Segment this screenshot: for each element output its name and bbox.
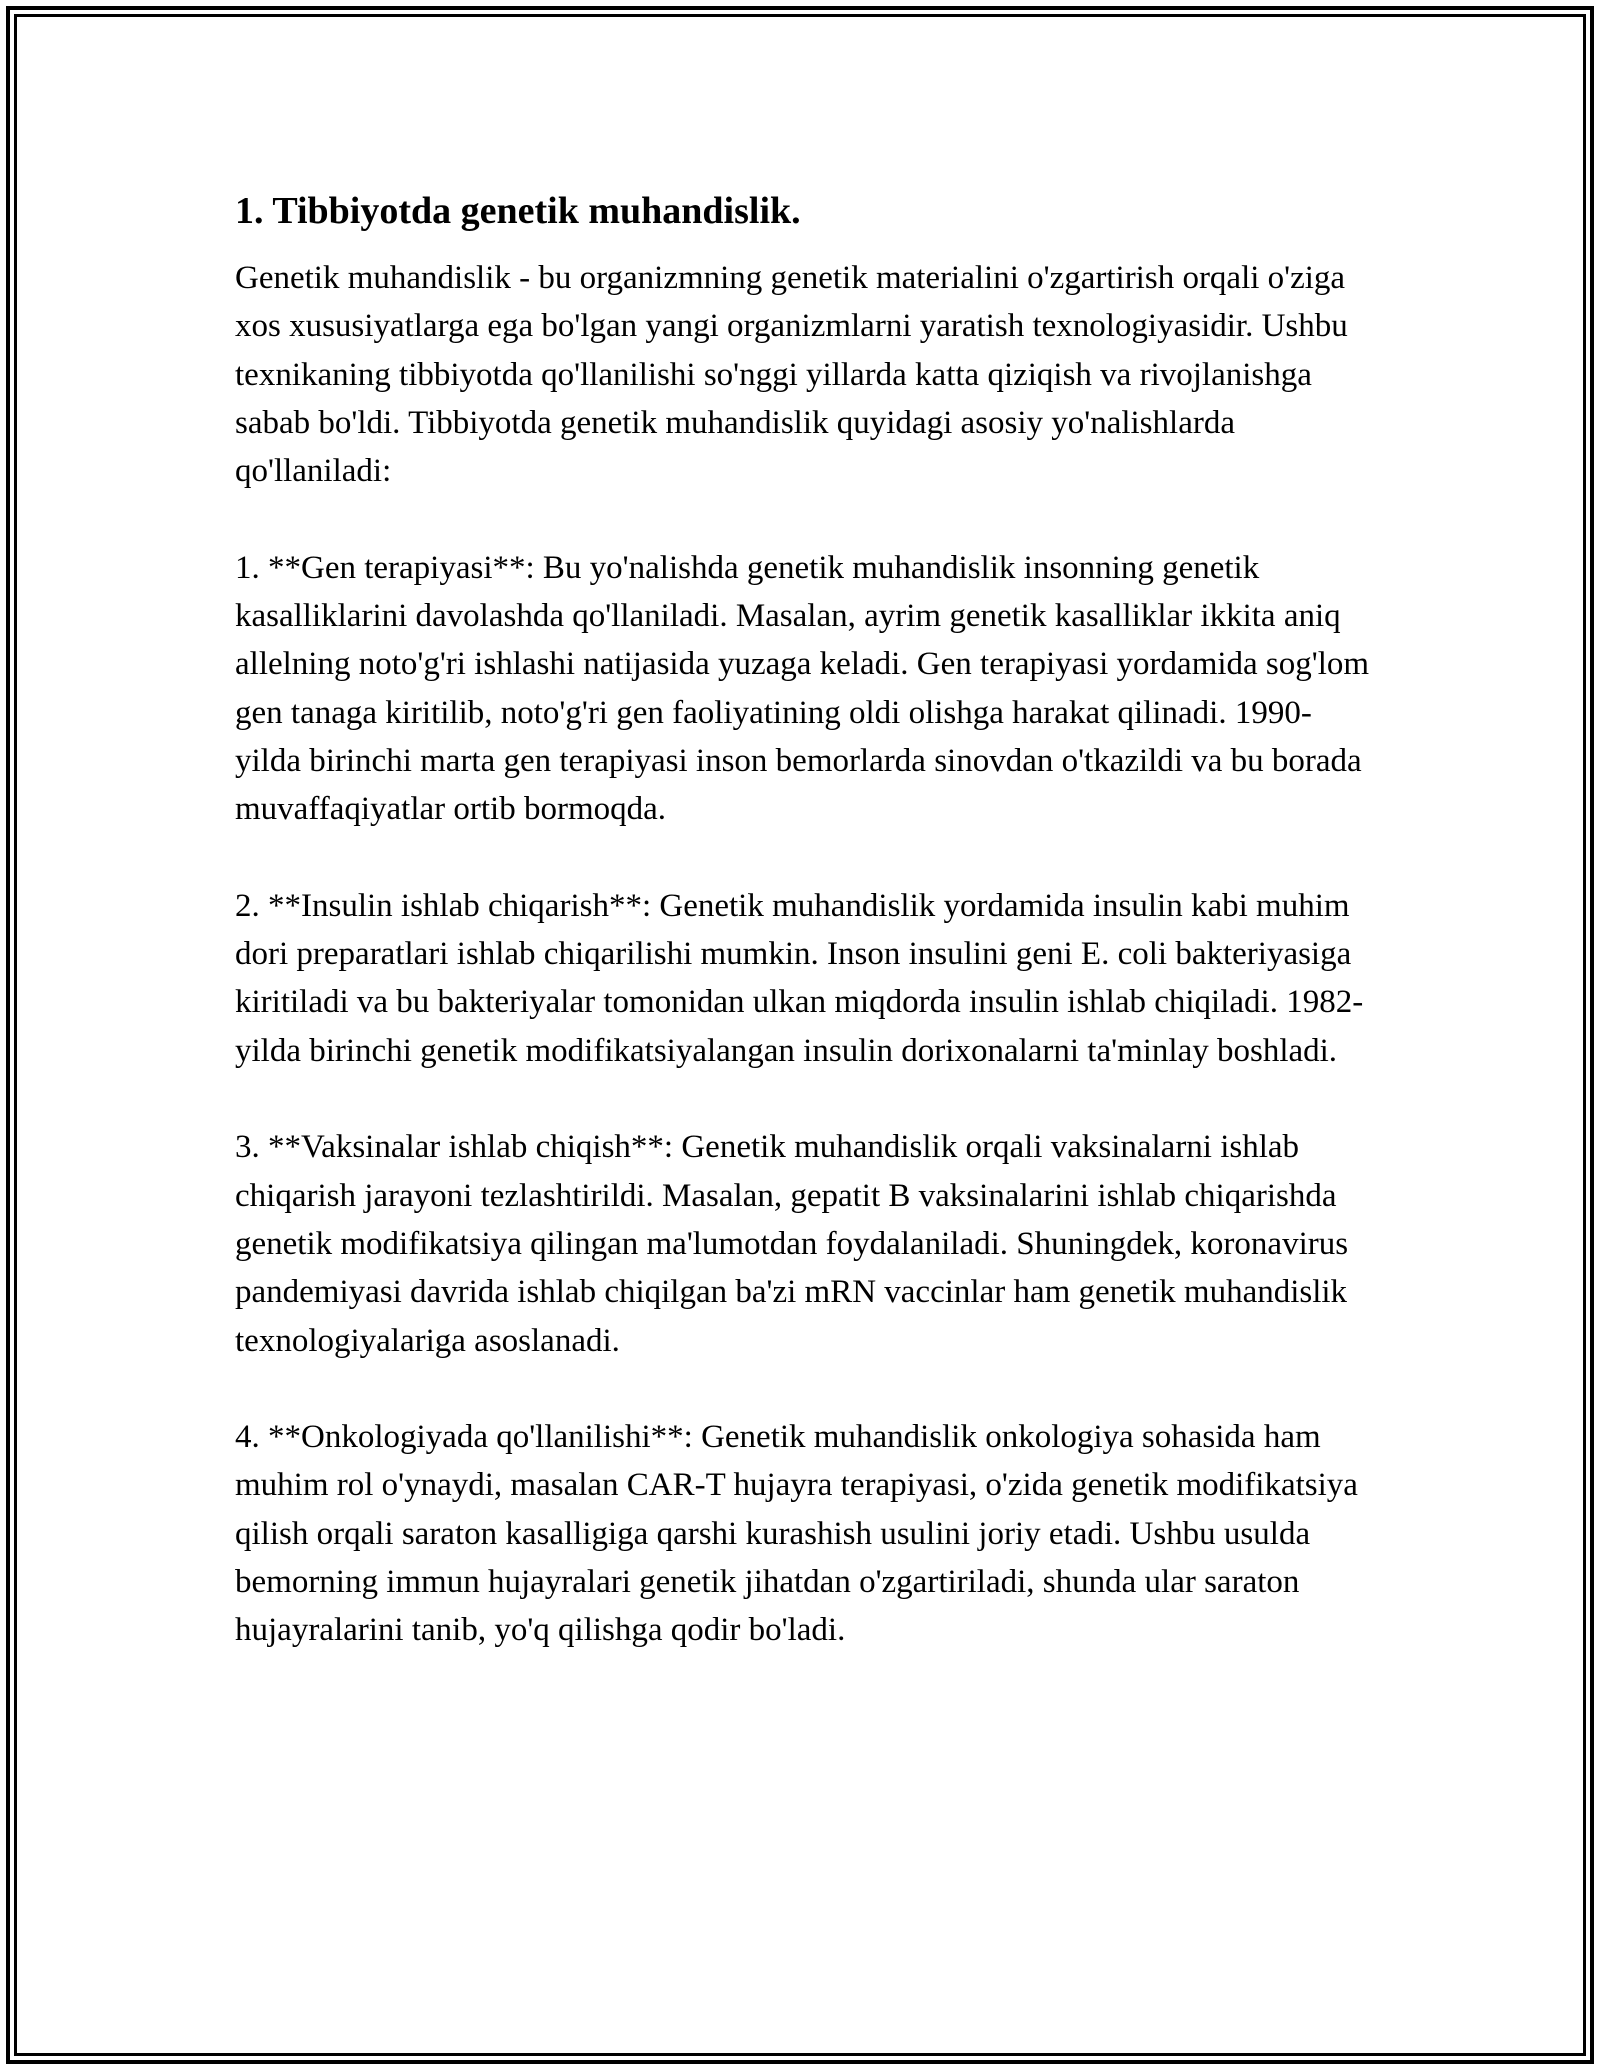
section-heading: 1. Tibbiyotda genetik muhandislik. <box>235 190 801 232</box>
document-body <box>235 188 1370 1703</box>
paragraph-intro: Genetik muhandislik - bu organizmning genetik materialini o'zgartirish orqali o'ziga xos xususiyatlarga ega bo'lgan yangi organizmlarni yaratish texnologiyasidir. Ushbu texnikaning tibbiyotda qo'llanilishi so'nggi yillarda katta qiziqish va rivojlanishga sabab bo'ldi. Tibbiyotda genetik muhandislik quyidagi asosiy yo'nalishlarda qo'llaniladi: <box>235 260 1348 490</box>
paragraph-gene-therapy: 1. **Gen terapiyasi**: Bu yo'nalishda genetik muhandislik insonning genetik kasalliklarini davolashda qo'llaniladi. Masalan, ayrim genetik kasalliklar ikkita aniq allelning noto'g'ri ishlashi natijasida yuzaga keladi. Gen terapiyasi yordamida sog'lom gen tanaga kiritilib, noto'g'ri gen faoliyatining oldi olishga harakat qilinadi. 1990-yilda birinchi marta gen terapiyasi inson bemorlarda sinovdan o'tkazildi va bu borada muvaffaqiyatlar ortib bormoqda. <box>235 549 1370 828</box>
paragraph-oncology: 4. **Onkologiyada qo'llanilishi**: Genetik muhandislik onkologiya sohasida ham muhim rol o'ynaydi, masalan CAR-T hujayra terapiyasi, o'zida genetik modifikatsiya qilish orqali saraton kasalligiga qarshi kurashish usulini joriy etadi. Ushbu usulda bemorning immun hujayralari genetik jihatdan o'zgartiriladi, shunda ular saraton hujayralarini tanib, yo'q qilishga qodir bo'ladi. <box>235 1419 1358 1649</box>
paragraph-vaccines: 3. **Vaksinalar ishlab chiqish**: Genetik muhandislik orqali vaksinalarni ishlab chiqarish jarayoni tezlashtirildi. Masalan, gepatit B vaksinalarini ishlab chiqarishda genetik modifikatsiya qilingan ma'lumotdan foydalaniladi. Shuningdek, koronavirus pandemiyasi davrida ishlab chiqilgan ba'zi mRN vaccinlar ham genetik muhandislik texnologiyalariga asoslanadi. <box>235 1129 1349 1359</box>
paragraph-insulin: 2. **Insulin ishlab chiqarish**: Genetik muhandislik yordamida insulin kabi muhim dori preparatlari ishlab chiqarilishi mumkin. Inson insulini geni E. coli bakteriyasiga kiritiladi va bu bakteriyalar tomonidan ulkan miqdorda insulin ishlab chiqiladi. 1982-yilda birinchi genetik modifikatsiyalangan insulin dorixonalarni ta'minlay boshladi. <box>235 887 1364 1069</box>
